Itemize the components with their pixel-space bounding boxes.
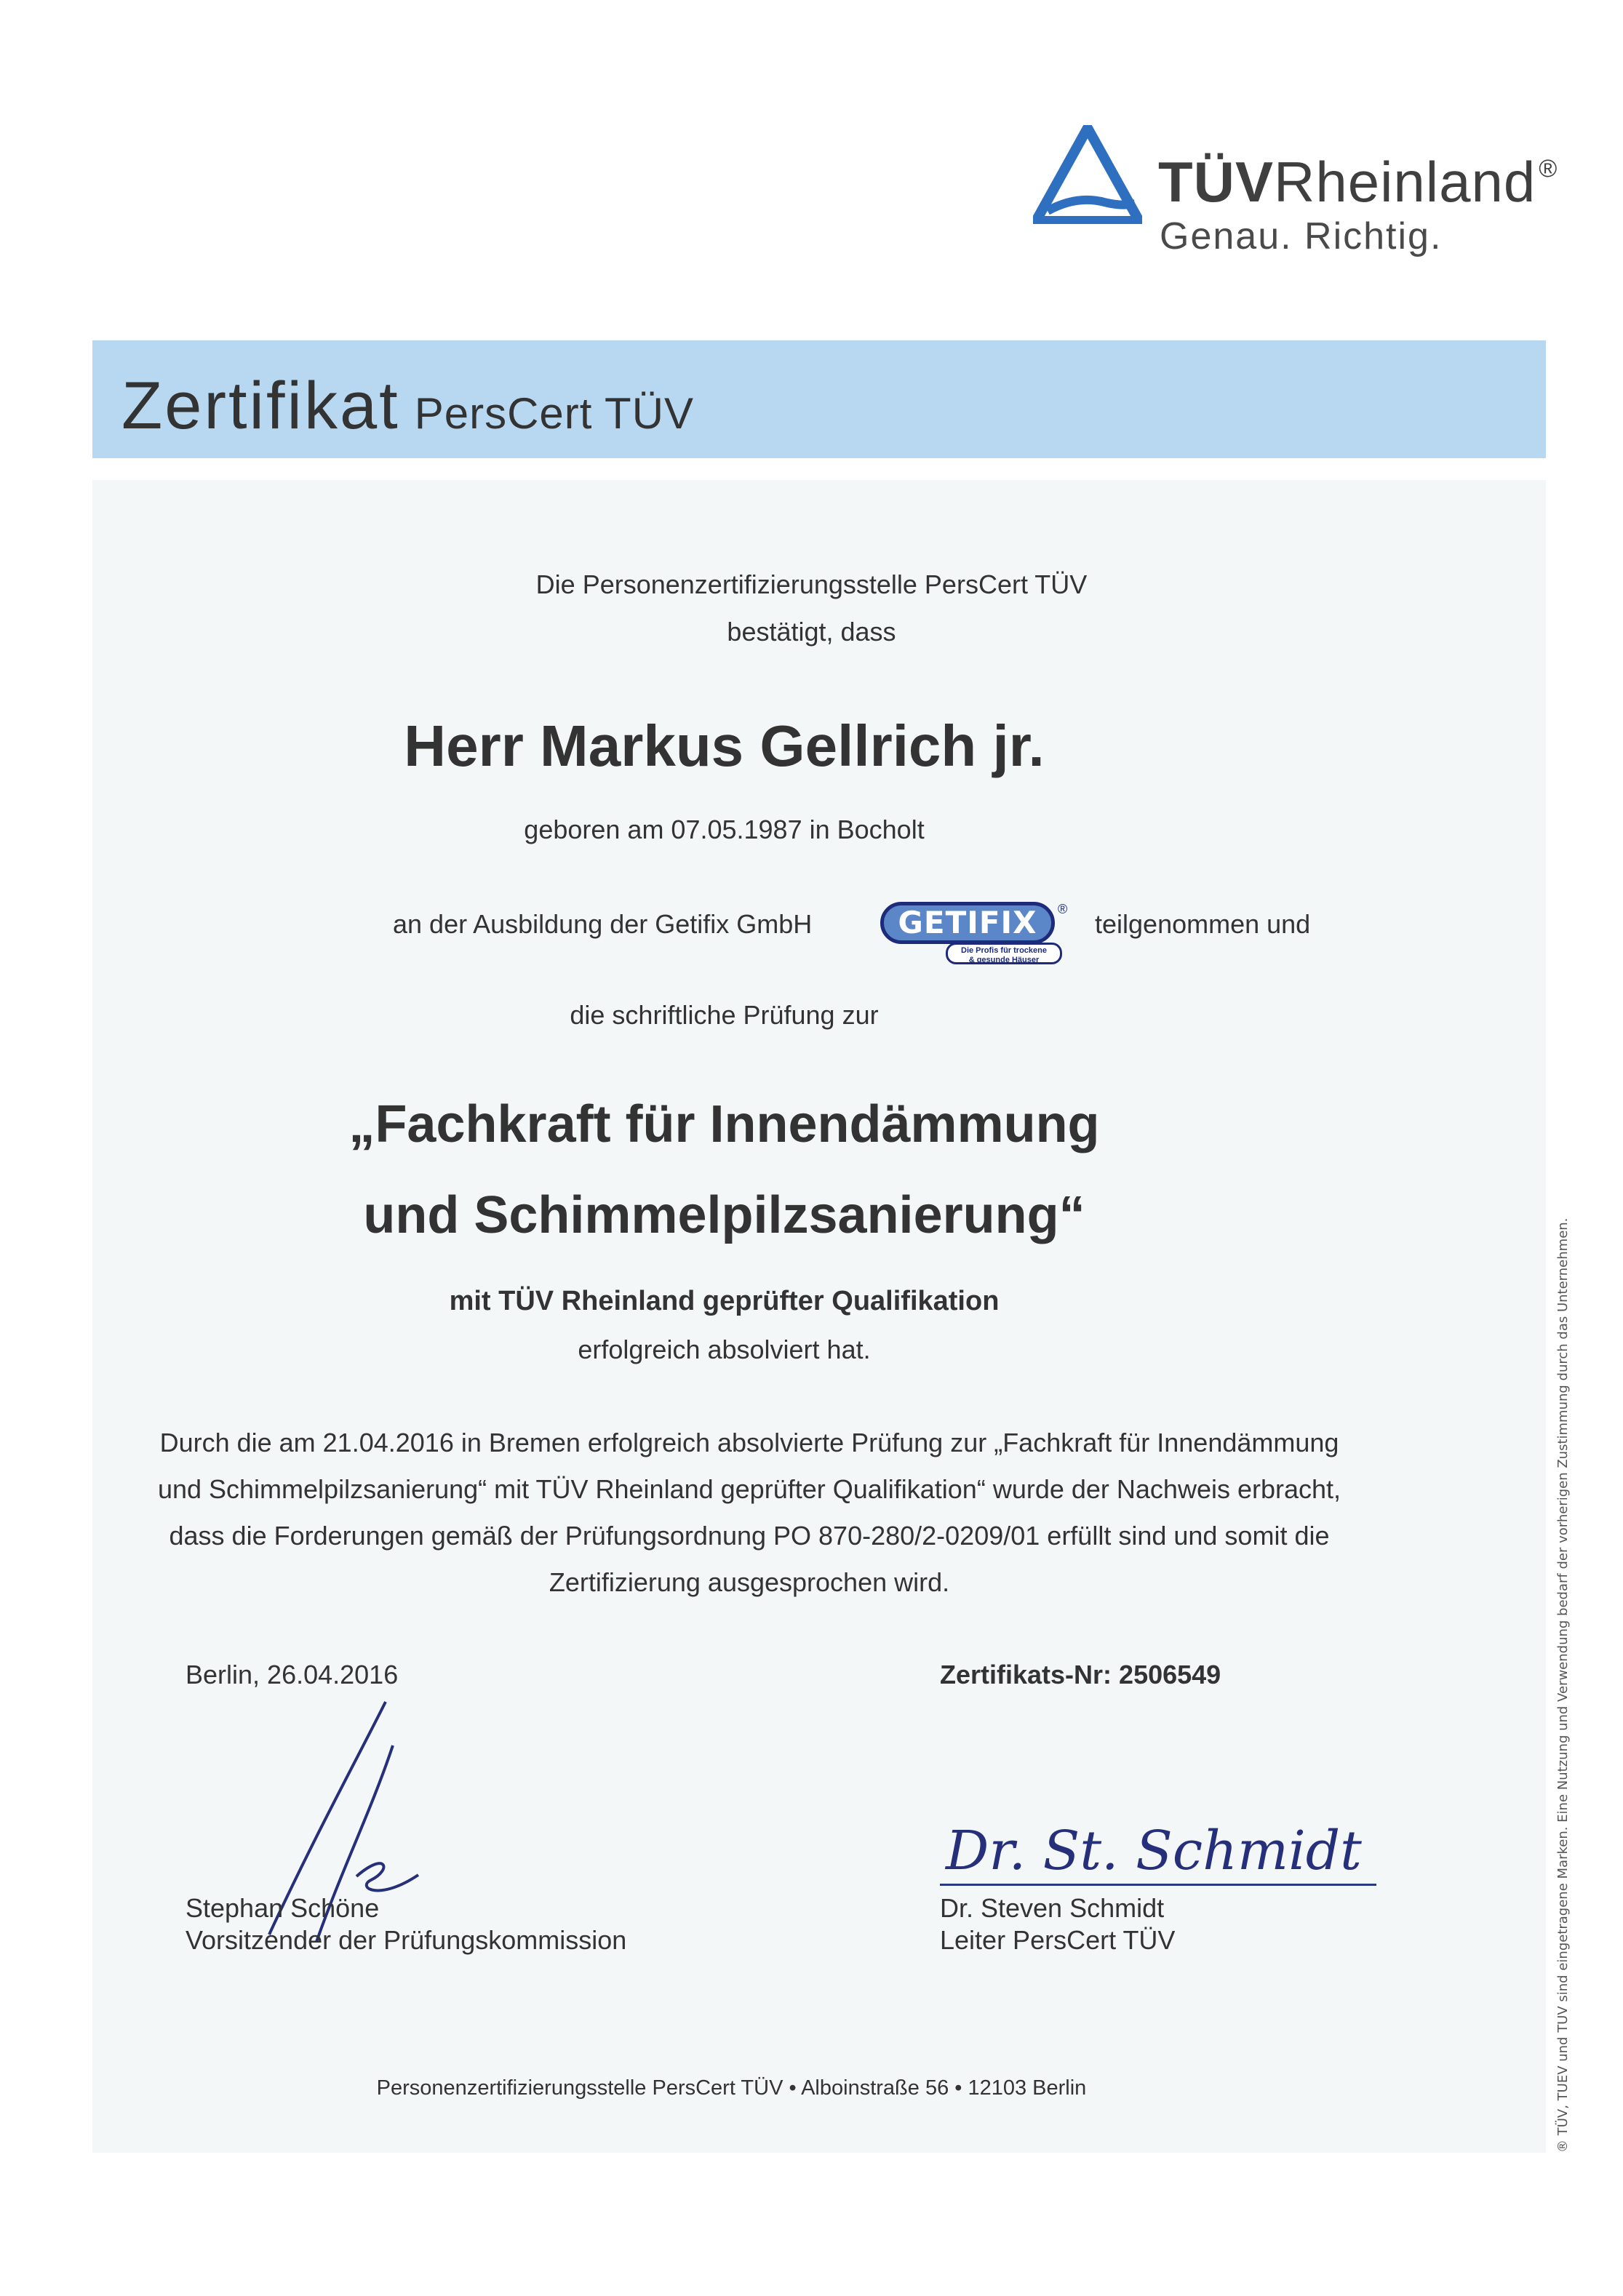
title-sub: PersCert TÜV: [414, 389, 695, 438]
getifix-tagline: [946, 943, 1062, 964]
recipient-name: Herr Markus Gellrich jr.: [404, 713, 1045, 778]
trademark-side-note: ® TÜV, TUEV und TUV sind eingetragene Marken. Eine Nutzung und Verwendung bedarf der vorherigen Zustimmung durch das Unternehmen.: [1555, 1217, 1571, 2153]
getifix-tagline-1: Die Profis für trockene: [961, 946, 1047, 955]
paragraph-line-4: Zertifizierung ausgesprochen wird.: [549, 1567, 950, 1597]
logo-brand-bold: TÜV: [1158, 150, 1274, 214]
exam-line: die schriftliche Prüfung zur: [570, 1000, 879, 1030]
signature-line: [940, 1884, 1376, 1886]
logo-slogan: Genau. Richtig.: [1160, 215, 1443, 257]
tuv-triangle-icon: [1033, 125, 1142, 224]
intro-line-2: bestätigt, dass: [727, 617, 896, 647]
certificate-title: [121, 368, 694, 444]
qualification-completed: erfolgreich absolviert hat.: [578, 1335, 871, 1364]
signatory-left-role: Vorsitzender der Prüfungskommission: [186, 1925, 627, 1955]
footer-address: Personenzertifizierungsstelle PersCert TÜV • Alboinstraße 56 • 12103 Berlin: [376, 2076, 1087, 2100]
place-date: Berlin, 26.04.2016: [186, 1660, 399, 1689]
signatory-right-role: Leiter PersCert TÜV: [940, 1925, 1176, 1955]
qualification-line-2: und Schimmelpilzsanierung“: [363, 1186, 1085, 1244]
title-band: [92, 340, 1546, 458]
signatory-left: [186, 1892, 626, 1956]
signature-right-text: Dr. St. Schmidt: [946, 1820, 1362, 1882]
signatory-right: [940, 1892, 1175, 1956]
getifix-registered: ®: [1058, 902, 1068, 916]
training-after-logo: teilgenommen und: [1095, 909, 1311, 939]
qualification-line-1: „Fachkraft für Innendämmung: [348, 1095, 1100, 1153]
paragraph-line-1: Durch die am 21.04.2016 in Bremen erfolgreich absolvierte Prüfung zur „Fachkraft für Innendämmung: [159, 1428, 1339, 1457]
recipient-birth: geboren am 07.05.1987 in Bocholt: [524, 815, 925, 844]
paragraph-line-2: und Schimmelpilzsanierung“ mit TÜV Rheinland geprüfter Qualifikation“ wurde der Nachweis erbracht,: [157, 1474, 1341, 1504]
signatory-left-name: Stephan Schöne: [186, 1893, 380, 1923]
getifix-logo: [880, 902, 1069, 967]
getifix-tagline-2: & gesunde Häuser: [968, 956, 1040, 964]
title-main: Zertifikat: [121, 369, 400, 443]
qualification-tuv-line: mit TÜV Rheinland geprüfter Qualifikation: [449, 1286, 1000, 1316]
training-before-logo: an der Ausbildung der Getifix GmbH: [393, 909, 813, 939]
certificate-number: Zertifikats-Nr: 2506549: [940, 1660, 1221, 1689]
paragraph-line-3: dass die Forderungen gemäß der Prüfungsordnung PO 870-280/2-0209/01 erfüllt sind und somit die: [169, 1521, 1330, 1551]
logo-brand-regular: Rheinland: [1274, 150, 1536, 214]
intro-line-1: Die Personenzertifizierungsstelle PersCert TÜV: [535, 569, 1088, 599]
logo-registered: ®: [1539, 155, 1558, 183]
exam-paragraph: [80, 1420, 1419, 1606]
signatory-right-name: Dr. Steven Schmidt: [940, 1893, 1165, 1923]
handwritten-signature-right: [938, 1811, 1389, 1891]
tuv-rheinland-logo: [1158, 149, 1558, 215]
getifix-word: GETIFIX: [898, 905, 1037, 940]
